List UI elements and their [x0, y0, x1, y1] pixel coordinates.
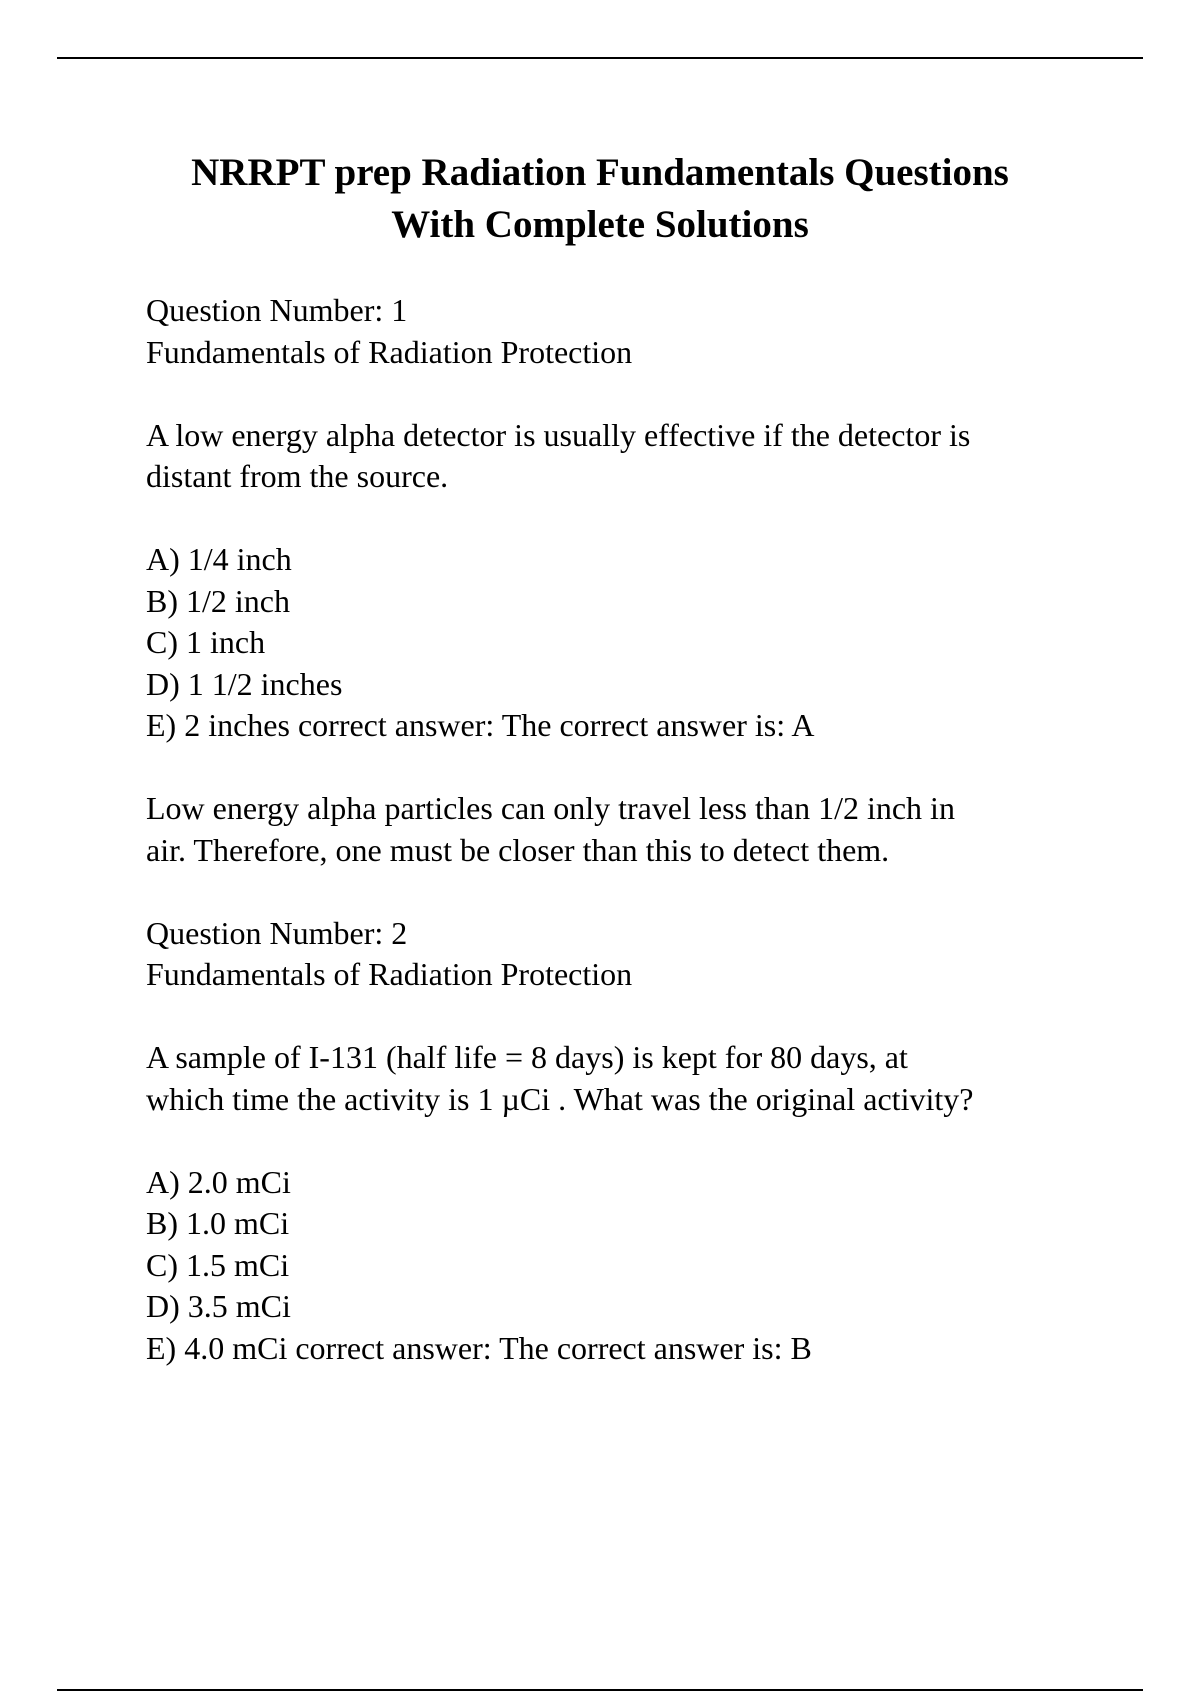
title-line-2: With Complete Solutions	[391, 203, 809, 246]
question-stem	[146, 415, 1106, 498]
question-stem-line: which time the activity is 1 µCi . What was the original activity?	[146, 1080, 974, 1117]
answer-option-e: E) 4.0 mCi correct answer: The correct answer is: B	[146, 1329, 812, 1366]
answer-option-c: C) 1 inch	[146, 624, 266, 660]
question-1	[146, 290, 1106, 871]
answer-option-d: D) 1 1/2 inches	[146, 665, 343, 702]
question-category: Fundamentals of Radiation Protection	[146, 333, 633, 370]
title-line-1: NRRPT prep Radiation Fundamentals Questions	[191, 151, 1009, 194]
question-number: Question Number: 2	[146, 914, 408, 951]
question-category: Fundamentals of Radiation Protection	[146, 956, 633, 992]
document-title	[100, 147, 1100, 251]
answer-option-b: B) 1/2 inch	[146, 582, 290, 619]
answer-option-c: C) 1.5 mCi	[146, 1246, 290, 1283]
answer-option-b: B) 1.0 mCi	[146, 1205, 290, 1241]
question-number: Question Number: 1	[146, 292, 408, 328]
answer-option-d: D) 3.5 mCi	[146, 1288, 291, 1324]
answer-option-a: A) 2.0 mCi	[146, 1163, 291, 1200]
answer-option-e: E) 2 inches correct answer: The correct answer is: A	[146, 707, 815, 743]
explanation-line: air. Therefore, one must be closer than this to detect them.	[146, 831, 890, 868]
question-stem-line: distant from the source.	[146, 458, 449, 494]
answer-options	[146, 1162, 1106, 1370]
answer-option-a: A) 1/4 inch	[146, 541, 292, 577]
answer-options	[146, 539, 1106, 747]
question-stem-line: A sample of I-131 (half life = 8 days) is kept for 80 days, at	[146, 1039, 908, 1075]
question-2	[146, 913, 1106, 1370]
question-stem-line: A low energy alpha detector is usually effective if the detector is	[146, 416, 971, 453]
bottom-rule	[57, 1689, 1143, 1691]
question-stem	[146, 1037, 1106, 1120]
answer-explanation	[146, 788, 1106, 871]
top-rule	[57, 57, 1143, 59]
explanation-line: Low energy alpha particles can only travel less than 1/2 inch in	[146, 790, 955, 826]
document-body	[146, 290, 1106, 1369]
